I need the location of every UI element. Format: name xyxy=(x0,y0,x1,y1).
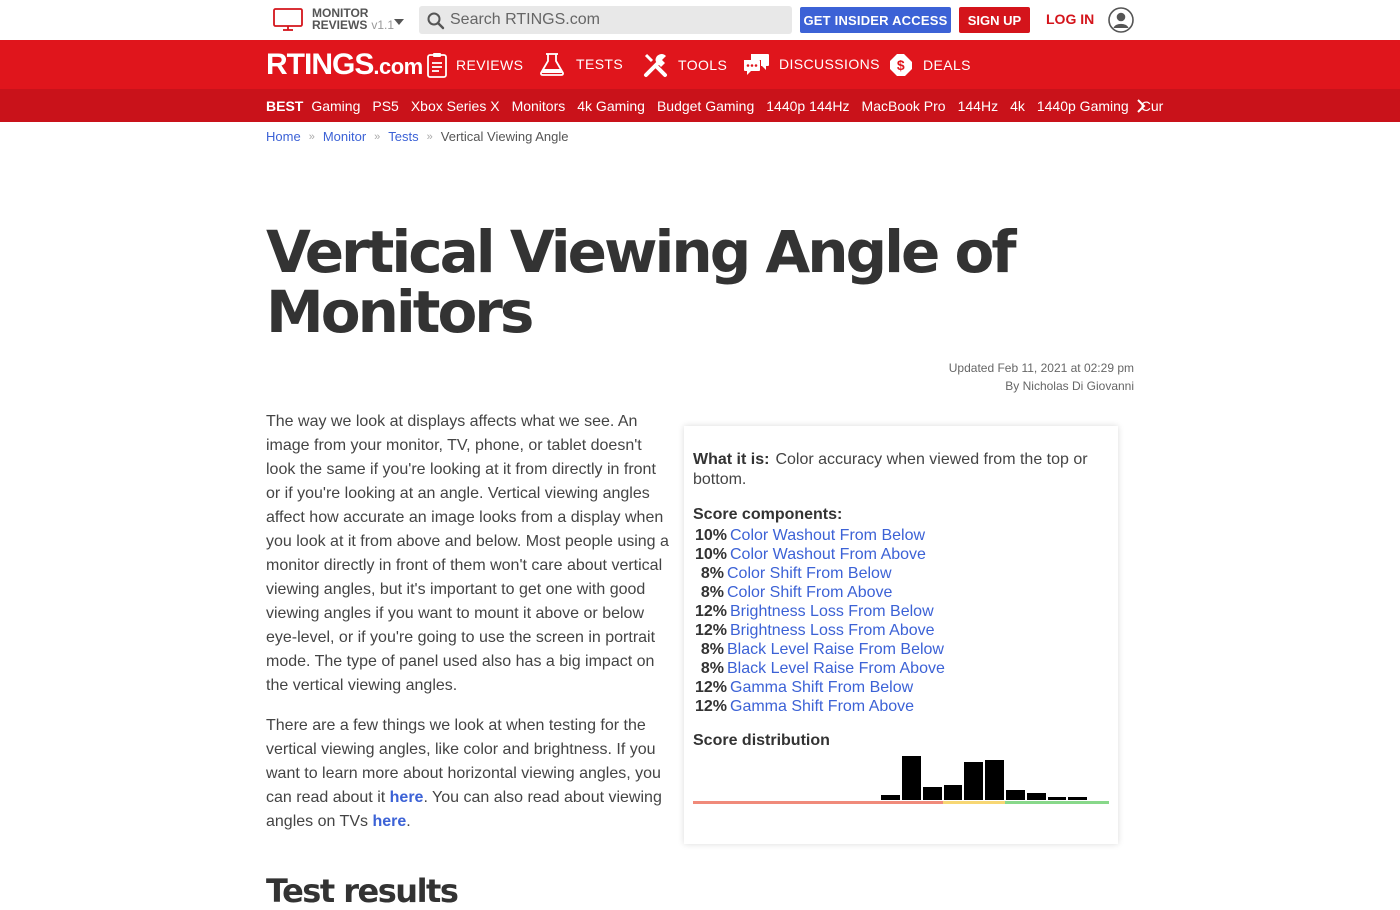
distribution-band xyxy=(1005,801,1109,804)
score-component xyxy=(693,583,1109,602)
main-navigation xyxy=(0,40,1400,89)
svg-text:$: $ xyxy=(896,57,906,73)
page-title: Vertical Viewing Angle of Monitors xyxy=(266,218,1014,346)
intro-p2-text-b: . You can also read about viewing angles on TVs xyxy=(266,789,662,830)
distribution-bar xyxy=(985,760,1004,800)
what-it-is xyxy=(693,450,1109,490)
product-line2: REVIEWS xyxy=(312,18,368,32)
get-insider-access-button[interactable]: GET INSIDER ACCESS xyxy=(800,7,951,33)
nav-discussions-label: DISCUSSIONS xyxy=(779,56,880,72)
sign-up-button[interactable]: SIGN UP xyxy=(959,7,1030,33)
monitor-icon xyxy=(273,7,303,31)
nav-deals[interactable] xyxy=(888,52,971,78)
component-link[interactable]: Brightness Loss From Above xyxy=(730,622,935,639)
component-weight: 8% xyxy=(700,641,724,658)
test-info-box xyxy=(684,426,1118,844)
breadcrumb-home[interactable]: Home xyxy=(266,129,301,144)
test-results-heading: Test results xyxy=(266,872,458,910)
search-input[interactable] xyxy=(450,11,770,29)
component-weight: 12% xyxy=(694,603,727,620)
distribution-band xyxy=(693,801,943,804)
nav-discussions[interactable] xyxy=(743,52,880,76)
distribution-bar xyxy=(902,756,921,800)
breadcrumb xyxy=(266,129,568,144)
nav-deals-label: DEALS xyxy=(923,57,971,73)
distribution-bar xyxy=(1068,797,1087,800)
component-weight: 12% xyxy=(694,622,727,639)
best-label: BEST xyxy=(266,97,304,114)
intro-paragraph-2 xyxy=(266,714,670,834)
breadcrumb-current: Vertical Viewing Angle xyxy=(440,129,569,144)
logo-suffix: .com xyxy=(373,54,423,79)
best-link[interactable]: Budget Gaming xyxy=(656,97,755,114)
deal-tag-icon xyxy=(888,52,914,78)
nav-tests[interactable] xyxy=(539,52,623,76)
flask-icon xyxy=(539,52,567,76)
distribution-bar xyxy=(881,795,900,801)
component-link[interactable]: Black Level Raise From Below xyxy=(727,641,944,658)
component-link[interactable]: Gamma Shift From Above xyxy=(730,698,915,715)
score-component xyxy=(693,678,1109,697)
updated-date: Updated Feb 11, 2021 at 02:29 pm xyxy=(948,361,1134,375)
distribution-bar xyxy=(1006,790,1025,800)
score-component xyxy=(693,602,1109,621)
component-weight: 12% xyxy=(694,698,727,715)
user-avatar-icon[interactable] xyxy=(1108,7,1134,38)
distribution-bar xyxy=(1027,793,1046,800)
component-weight: 10% xyxy=(694,546,727,563)
best-link[interactable]: PS5 xyxy=(372,97,399,114)
distribution-bar xyxy=(923,787,942,800)
what-it-is-label: What it is: xyxy=(693,451,770,468)
score-component xyxy=(693,659,1109,678)
product-label xyxy=(312,7,394,31)
best-link[interactable]: 144Hz xyxy=(957,97,999,114)
tools-icon xyxy=(643,52,669,78)
component-link[interactable]: Brightness Loss From Below xyxy=(730,603,934,620)
score-components-title: Score components: xyxy=(693,506,843,523)
horizontal-viewing-angle-link[interactable]: here xyxy=(389,789,424,806)
product-version: v1.1 xyxy=(371,18,395,32)
component-weight: 10% xyxy=(694,527,727,544)
breadcrumb-separator-icon: » xyxy=(426,130,433,143)
score-components-list xyxy=(693,526,1109,716)
component-link[interactable]: Color Washout From Above xyxy=(730,546,926,563)
chat-icon xyxy=(743,52,770,76)
chevron-down-icon[interactable] xyxy=(394,14,404,32)
nav-tools-label: TOOLS xyxy=(678,57,728,73)
clipboard-icon xyxy=(427,52,447,78)
what-it-is-text: Color accuracy when viewed from the top or bottom. xyxy=(693,451,1088,488)
component-weight: 12% xyxy=(694,679,727,696)
best-link[interactable]: 1440p Gaming xyxy=(1036,97,1129,114)
score-distribution-chart xyxy=(693,754,1109,804)
search-box[interactable] xyxy=(419,6,792,34)
article-meta xyxy=(949,359,1134,395)
logo-main: RTINGS xyxy=(266,48,374,81)
best-link[interactable]: 4k Gaming xyxy=(577,97,645,114)
tv-viewing-angle-link[interactable]: here xyxy=(372,813,407,830)
component-weight: 8% xyxy=(700,660,724,677)
component-weight: 8% xyxy=(700,584,724,601)
intro-p2-text-c: . xyxy=(406,813,411,830)
breadcrumb-tests[interactable]: Tests xyxy=(388,129,419,144)
component-link[interactable]: Color Shift From Below xyxy=(727,565,892,582)
best-link[interactable]: Xbox Series X xyxy=(410,97,500,114)
best-link[interactable]: 1440p 144Hz xyxy=(766,97,850,114)
chevron-right-icon[interactable] xyxy=(1136,98,1146,119)
component-link[interactable]: Color Shift From Above xyxy=(727,584,893,601)
score-component xyxy=(693,621,1109,640)
best-link[interactable]: MacBook Pro xyxy=(861,97,946,114)
best-links-scroller xyxy=(266,89,1164,122)
score-component xyxy=(693,545,1109,564)
distribution-bar xyxy=(964,762,983,800)
search-icon[interactable] xyxy=(426,11,444,29)
product-line1: MONITOR xyxy=(312,6,369,20)
component-link[interactable]: Gamma Shift From Below xyxy=(730,679,914,696)
distribution-band xyxy=(943,801,1005,804)
breadcrumb-monitor[interactable]: Monitor xyxy=(322,129,367,144)
breadcrumb-separator-icon: » xyxy=(374,130,381,143)
distribution-bar xyxy=(944,785,963,800)
intro-paragraph-1: The way we look at displays affects what we see. An image from your monitor, TV, phone, or tablet doesn't look the same if you're looking at it from directly in front or if you're looking at an angle. Vertical viewing angles affect how accurate an image looks from a display when you look at it from above and below. Most people using a monitor directly in front of them won't care about vertical viewing angles, but it's important to get one with good viewing angles if you want to mount it above or below eye-level, or if you're going to use the screen in portrait mode. The type of panel used also has a big impact on the vertical viewing angles. xyxy=(266,413,669,694)
nav-reviews-label: REVIEWS xyxy=(456,57,524,73)
distribution-bar xyxy=(1048,797,1067,800)
breadcrumb-separator-icon: » xyxy=(308,130,315,143)
nav-reviews[interactable] xyxy=(427,52,523,78)
intro-p2-text-a: There are a few things we look at when testing for the vertical viewing angles, like color and brightness. If you want to learn more about horizontal viewing angles, you can read about it xyxy=(266,717,661,806)
score-distribution-title: Score distribution xyxy=(693,732,830,749)
score-component xyxy=(693,697,1109,716)
best-of-bar xyxy=(0,89,1400,122)
component-link[interactable]: Black Level Raise From Above xyxy=(727,660,945,677)
component-weight: 8% xyxy=(700,565,724,582)
best-link[interactable]: Cur xyxy=(1140,97,1164,114)
component-link[interactable]: Color Washout From Below xyxy=(730,527,926,544)
product-selector[interactable] xyxy=(273,7,394,31)
nav-tests-label: TESTS xyxy=(576,56,624,72)
top-utility-bar xyxy=(0,0,1400,40)
rtings-logo[interactable] xyxy=(266,50,423,82)
score-component xyxy=(693,640,1109,659)
best-link[interactable]: Monitors xyxy=(511,97,566,114)
score-component xyxy=(693,564,1109,583)
best-link[interactable]: 4k xyxy=(1010,97,1025,114)
author-byline: By Nicholas Di Giovanni xyxy=(1005,379,1134,393)
nav-tools[interactable] xyxy=(643,52,727,78)
score-component xyxy=(693,526,1109,545)
log-in-link[interactable]: LOG IN xyxy=(1046,11,1095,27)
best-link[interactable]: Gaming xyxy=(311,97,361,114)
intro-text xyxy=(266,410,670,850)
